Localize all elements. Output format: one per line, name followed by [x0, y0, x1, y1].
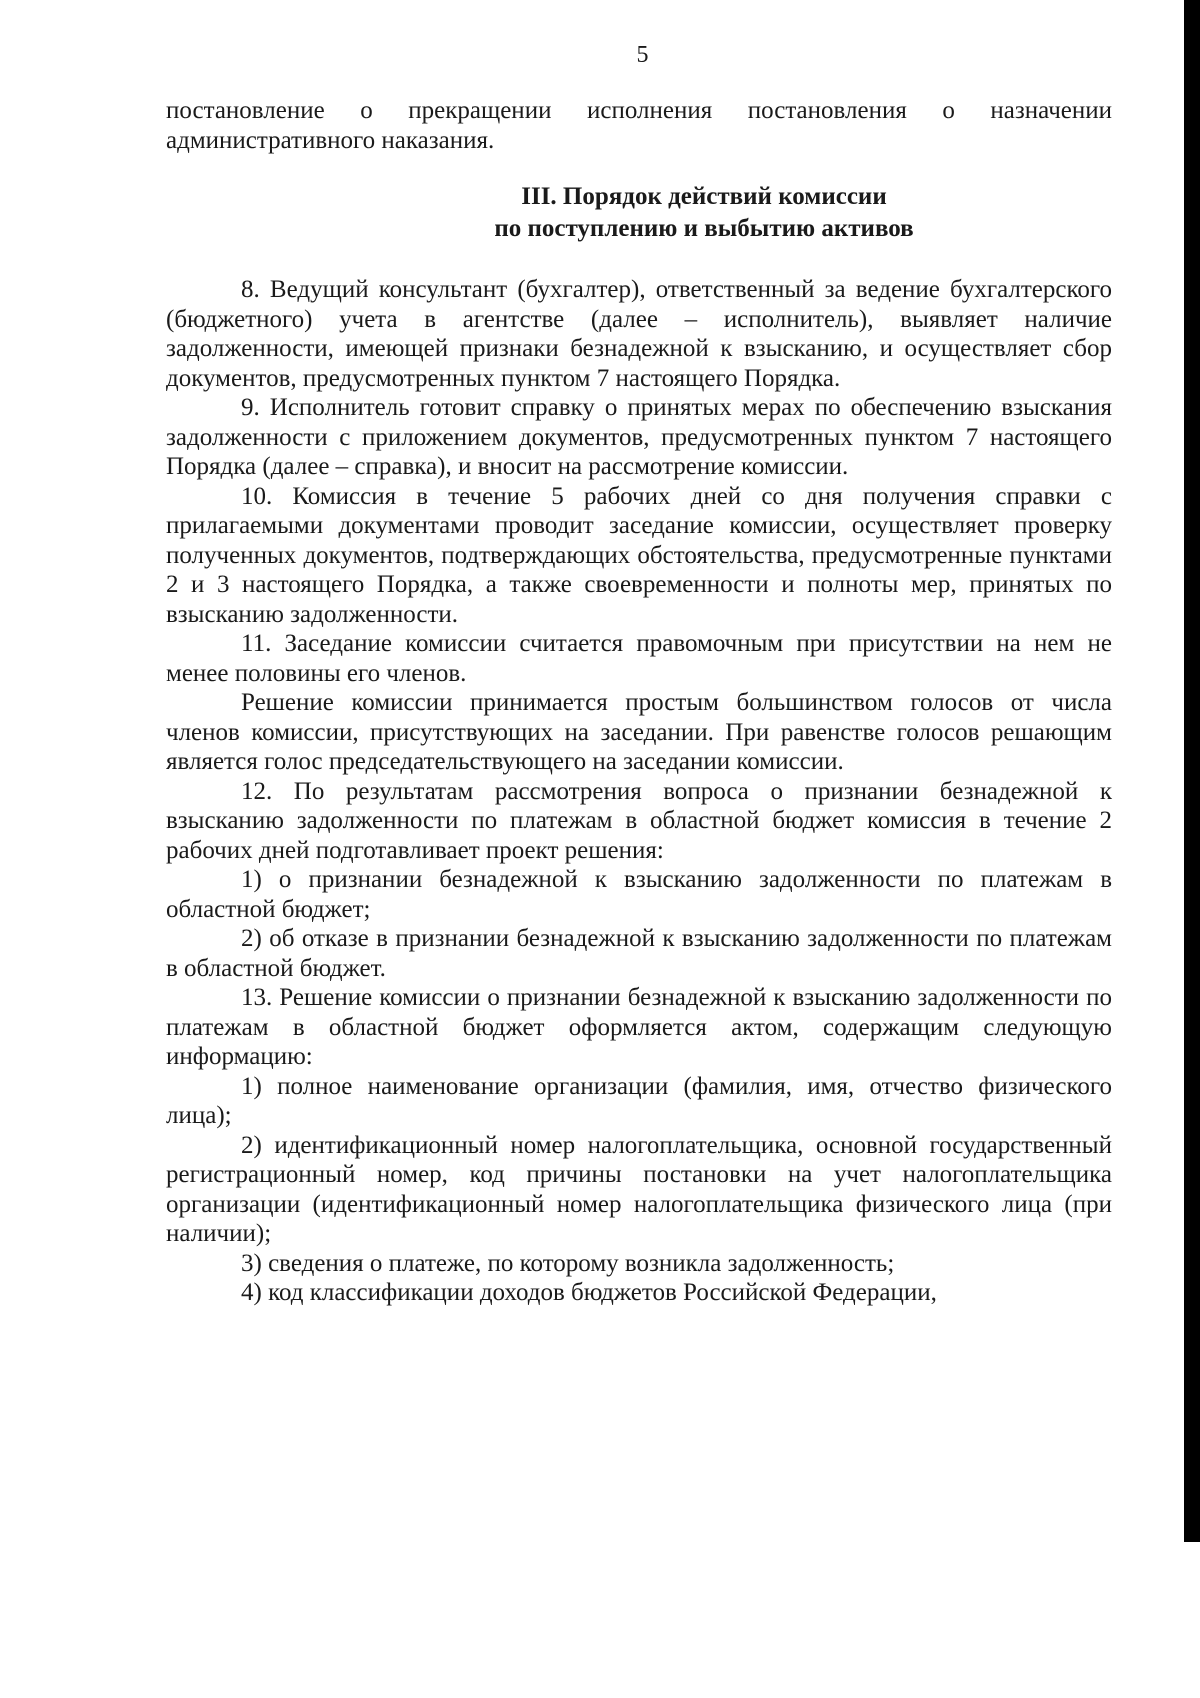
paragraph-12-item-2: 2) об отказе в признании безнадежной к взысканию задолженности по платежам в областной бюджет. [166, 925, 1112, 982]
paragraph-10: 10. Комиссия в течение 5 рабочих дней со дня получения справки с прилагаемыми документами проводит заседание комиссии, осуществляет проверку полученных документов, подтверждающих обстоятельства, предусмотренные пунктами 2 и 3 настоящего Порядка, а также своевременности и полноты мер, принятых по взысканию задолженности. [166, 482, 1112, 628]
paragraph-13-item-1: 1) полное наименование организации (фамилия, имя, отчество физического лица); [166, 1072, 1112, 1129]
scan-edge-border [1184, 0, 1200, 1542]
intro-paragraph: постановление о прекращении исполнения постановления о назначении административного наказания. [166, 97, 1112, 154]
page-number: 5 [636, 42, 649, 68]
paragraph-12-item-1: 1) о признании безнадежной к взысканию задолженности по платежам в областной бюджет; [166, 866, 1112, 923]
paragraph-13-item-4: 4) код классификации доходов бюджетов Российской Федерации, [241, 1279, 937, 1306]
section-title-line-1: III. Порядок действий комиссии [521, 183, 887, 210]
paragraph-13-item-2: 2) идентификационный номер налогоплательщика, основной государственный регистрационный номер, код причины постановки на учет налогоплательщика организации (идентификационный номер налогоплательщика физического лица (при наличии); [166, 1131, 1112, 1247]
paragraph-13-item-3: 3) сведения о платеже, по которому возникла задолженность; [241, 1249, 895, 1277]
section-heading [166, 181, 1112, 245]
paragraph-8: 8. Ведущий консультант (бухгалтер), ответственный за ведение бухгалтерского (бюджетного) учета в агентстве (далее – исполнитель), выявляет наличие задолженности, имеющей признаки безнадежной к взысканию, и осуществляет сбор документов, предусмотренных пунктом 7 настоящего Порядка. [166, 276, 1112, 392]
paragraph-9: 9. Исполнитель готовит справку о принятых мерах по обеспечению взыскания задолженности с приложением документов, предусмотренных пунктом 7 настоящего Порядка (далее – справка), и вносит на рассмотрение комиссии. [166, 394, 1112, 480]
paragraph-12: 12. По результатам рассмотрения вопроса о признании безнадежной к взысканию задолженности по платежам в областной бюджет комиссия в течение 2 рабочих дней подготавливает проект решения: [166, 777, 1112, 864]
paragraph-11-decision: Решение комиссии принимается простым большинством голосов от числа членов комиссии, присутствующих на заседании. При равенстве голосов решающим является голос председательствующего на заседании комиссии. [166, 689, 1112, 775]
document-body [166, 96, 1112, 1308]
paragraph-11: 11. Заседание комиссии считается правомочным при присутствии на нем не менее половины его членов. [166, 630, 1112, 687]
paragraph-13: 13. Решение комиссии о признании безнадежной к взысканию задолженности по платежам в областной бюджет оформляется актом, содержащим следующую информацию: [166, 984, 1112, 1070]
section-title-line-2: по поступлению и выбытию активов [494, 215, 914, 242]
